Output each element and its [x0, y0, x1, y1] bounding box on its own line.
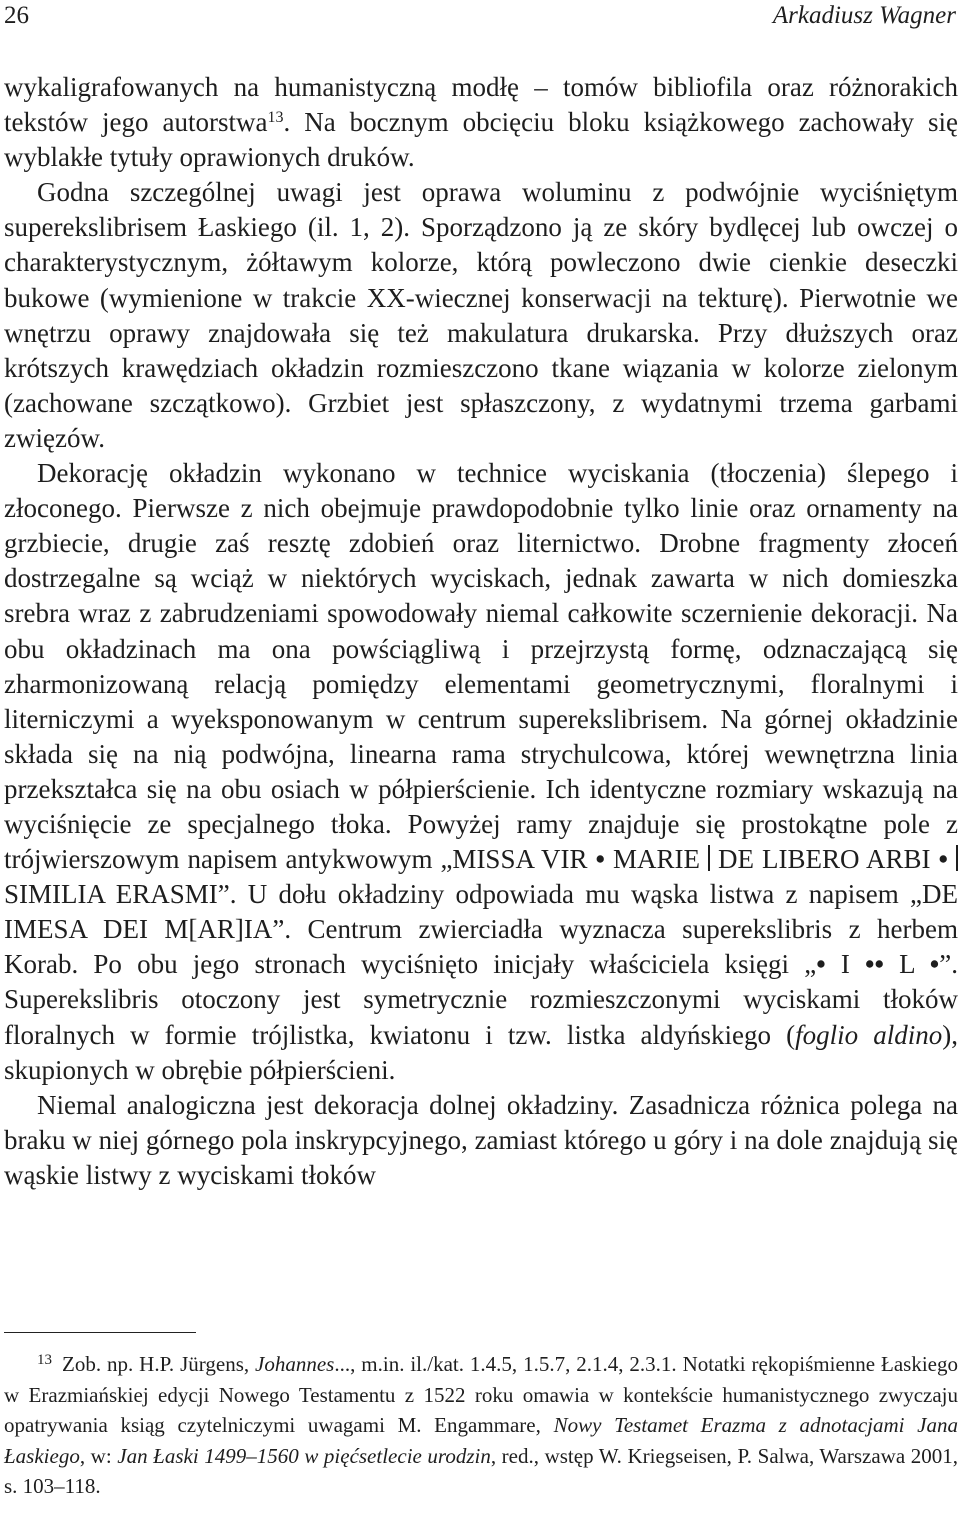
paragraph-3-text-d: SIMILIA ERASMI”. U dołu okładziny odpowiada mu wąska listwa z napisem „DE IMESA DEI M[AR]IA”. Centrum zwierciadła wyznacza superekslibris z herbem Korab. Po obu jego stronach wyciśnięto inicjały właściciela księgi „: [4, 879, 958, 980]
paragraph-3-text-f: L: [883, 949, 930, 980]
paragraph-4: [4, 1088, 958, 1193]
paragraph-3-italic-term: foglio aldino: [795, 1019, 943, 1050]
paragraph-1: [4, 70, 958, 175]
paragraph-2-text: Godna szczególnej uwagi jest oprawa woluminu z podwójnie wyciśniętym superekslibrisem Łaskiego (il. 1, 2). Sporządzono ją ze skóry bydlęcej lub owczej o charakterystycznym, żółtawym kolorze, którą powleczono dwie cienkie deseczki bukowe (wymienione w trakcie XX-wiecznej konserwacji na tekturę). Pierwotnie we wnętrzu oprawy znajdowała się też makulatura drukarska. Przy dłuższych oraz krótszych krawędziach okładzin rozmieszczono tkane wiązania w kolorze zielonym (zachowane szczątkowo). Grzbiet jest spłaszczony, z wydatnymi trzema garbami zwięzów.: [4, 177, 958, 453]
paragraph-3-text-e: I: [825, 949, 866, 980]
page-header: [4, 0, 956, 36]
paragraph-3-text-a: Dekorację okładzin wykonano w technice wyciskania (tłoczenia) ślepego i złoconego. Pierwsze z nich obejmuje prawdopodobnie tylko linie oraz ornamenty na grzbiecie, drugie zaś resztę zdobień oraz liternictwo. Drobne fragmenty złoceń dostrzegalne są wciąż w niektórych wyciskach, jednak zawarta w nich domieszka srebra wraz z zabrudzeniami spowodowały niemal całkowite sczernienie dekoracji. Na obu okładzinach ma ona powściągliwą i przejrzystą formę, odznaczającą się zharmonizowaną relacją pomiędzy elementami geometrycznymi, floralnymi i literniczymi a wyeksponowanym w centrum superekslibrisem. Na górnej okładzinie składa się na nią podwójna, linearna rama strychulcowa, której wewnętrzna linia przekształca się na obu osiach w półpierścienie. Ich identyczne rozmiary wskazują na wyciśnięcie ze specjalnego tłoka. Powyżej ramy znajduje się prostokątne pole z trójwierszowym napisem antykwowym „MISSA VIR: [4, 458, 958, 875]
paragraph-1-text-b: . Na bocznym obcięciu bloku książkowego zachowały się wyblakłe tytuły oprawionych druków.: [4, 107, 958, 173]
main-text: [4, 70, 958, 1193]
footnote-text-a: Zob. np. H.P. Jürgens,: [62, 1352, 256, 1376]
paragraph-2: [4, 175, 958, 456]
paragraph-3-text-c: DE LIBERO ARBI: [710, 844, 939, 875]
paragraph-4-text: Niemal analogiczna jest dekoracja dolnej okładziny. Zasadnicza różnica polega na braku w niej górnego pola inskrypcyjnego, zamiast którego u góry i na dole znajdują się wąskie listwy z wyciskami tłoków: [4, 1089, 958, 1190]
page-number: 26: [4, 2, 29, 29]
footnote-italic-title: Jan Łaski 1499–1560 w pięćsetlecie urodzin: [117, 1443, 491, 1468]
footnote-text-d: , red., wstęp W. Kriegseisen, P. Salwa, Warszawa 2001, s. 103–118.: [4, 1443, 959, 1498]
footnote-text-c: , w:: [79, 1443, 118, 1468]
footnote-13: [4, 1349, 958, 1502]
initials-dot: •: [816, 949, 826, 980]
paragraph-3-text-g: ”. Superekslibris otoczony jest symetrycznie rozmieszczonymi wyciskami tłoków floralnych w formie trójlistka, kwiatonu i tzw. listka aldyńskiego (: [4, 949, 958, 1050]
footnote-italic-title: Johannes: [255, 1352, 335, 1376]
initials-dot: ••: [865, 949, 884, 980]
inscription-dot: •: [595, 844, 605, 875]
running-head-author: Arkadiusz Wagner: [772, 2, 956, 29]
footnote-text-b: ..., m.in. il./kat. 1.4.5, 1.5.7, 2.1.4, 2.3.1. Notatki rękopiśmienne Łaskiego w Erazmiańskiej edycji Nowego Testamentu z 1522 roku omawia w kontekście humanistycznego zwyczaju opatrywania ksiąg czytelniczymi uwagami M. Engammare,: [4, 1352, 958, 1437]
paragraph-1-text-a: wykaligrafowanych na humanistyczną modłę – tomów bibliofila oraz różnorakich tekstów jego autorstwa: [4, 72, 958, 138]
inscription-line-break-mark: [956, 845, 958, 871]
paragraph-3: [4, 456, 958, 1088]
footnote-reference: 13: [267, 109, 284, 127]
paragraph-3-text-h: ), skupionych w obrębie półpierścieni.: [4, 1019, 958, 1085]
footnote-number: 13: [37, 1352, 52, 1368]
paragraph-3-text-b: MARIE: [604, 844, 708, 875]
footnote-divider: [4, 1332, 196, 1333]
initials-dot: •: [929, 949, 940, 980]
inscription-dot: •: [938, 844, 948, 875]
footnote-italic-title: Nowy Testamet Erazma z adnotacjami Jana Łaskiego: [4, 1413, 958, 1468]
